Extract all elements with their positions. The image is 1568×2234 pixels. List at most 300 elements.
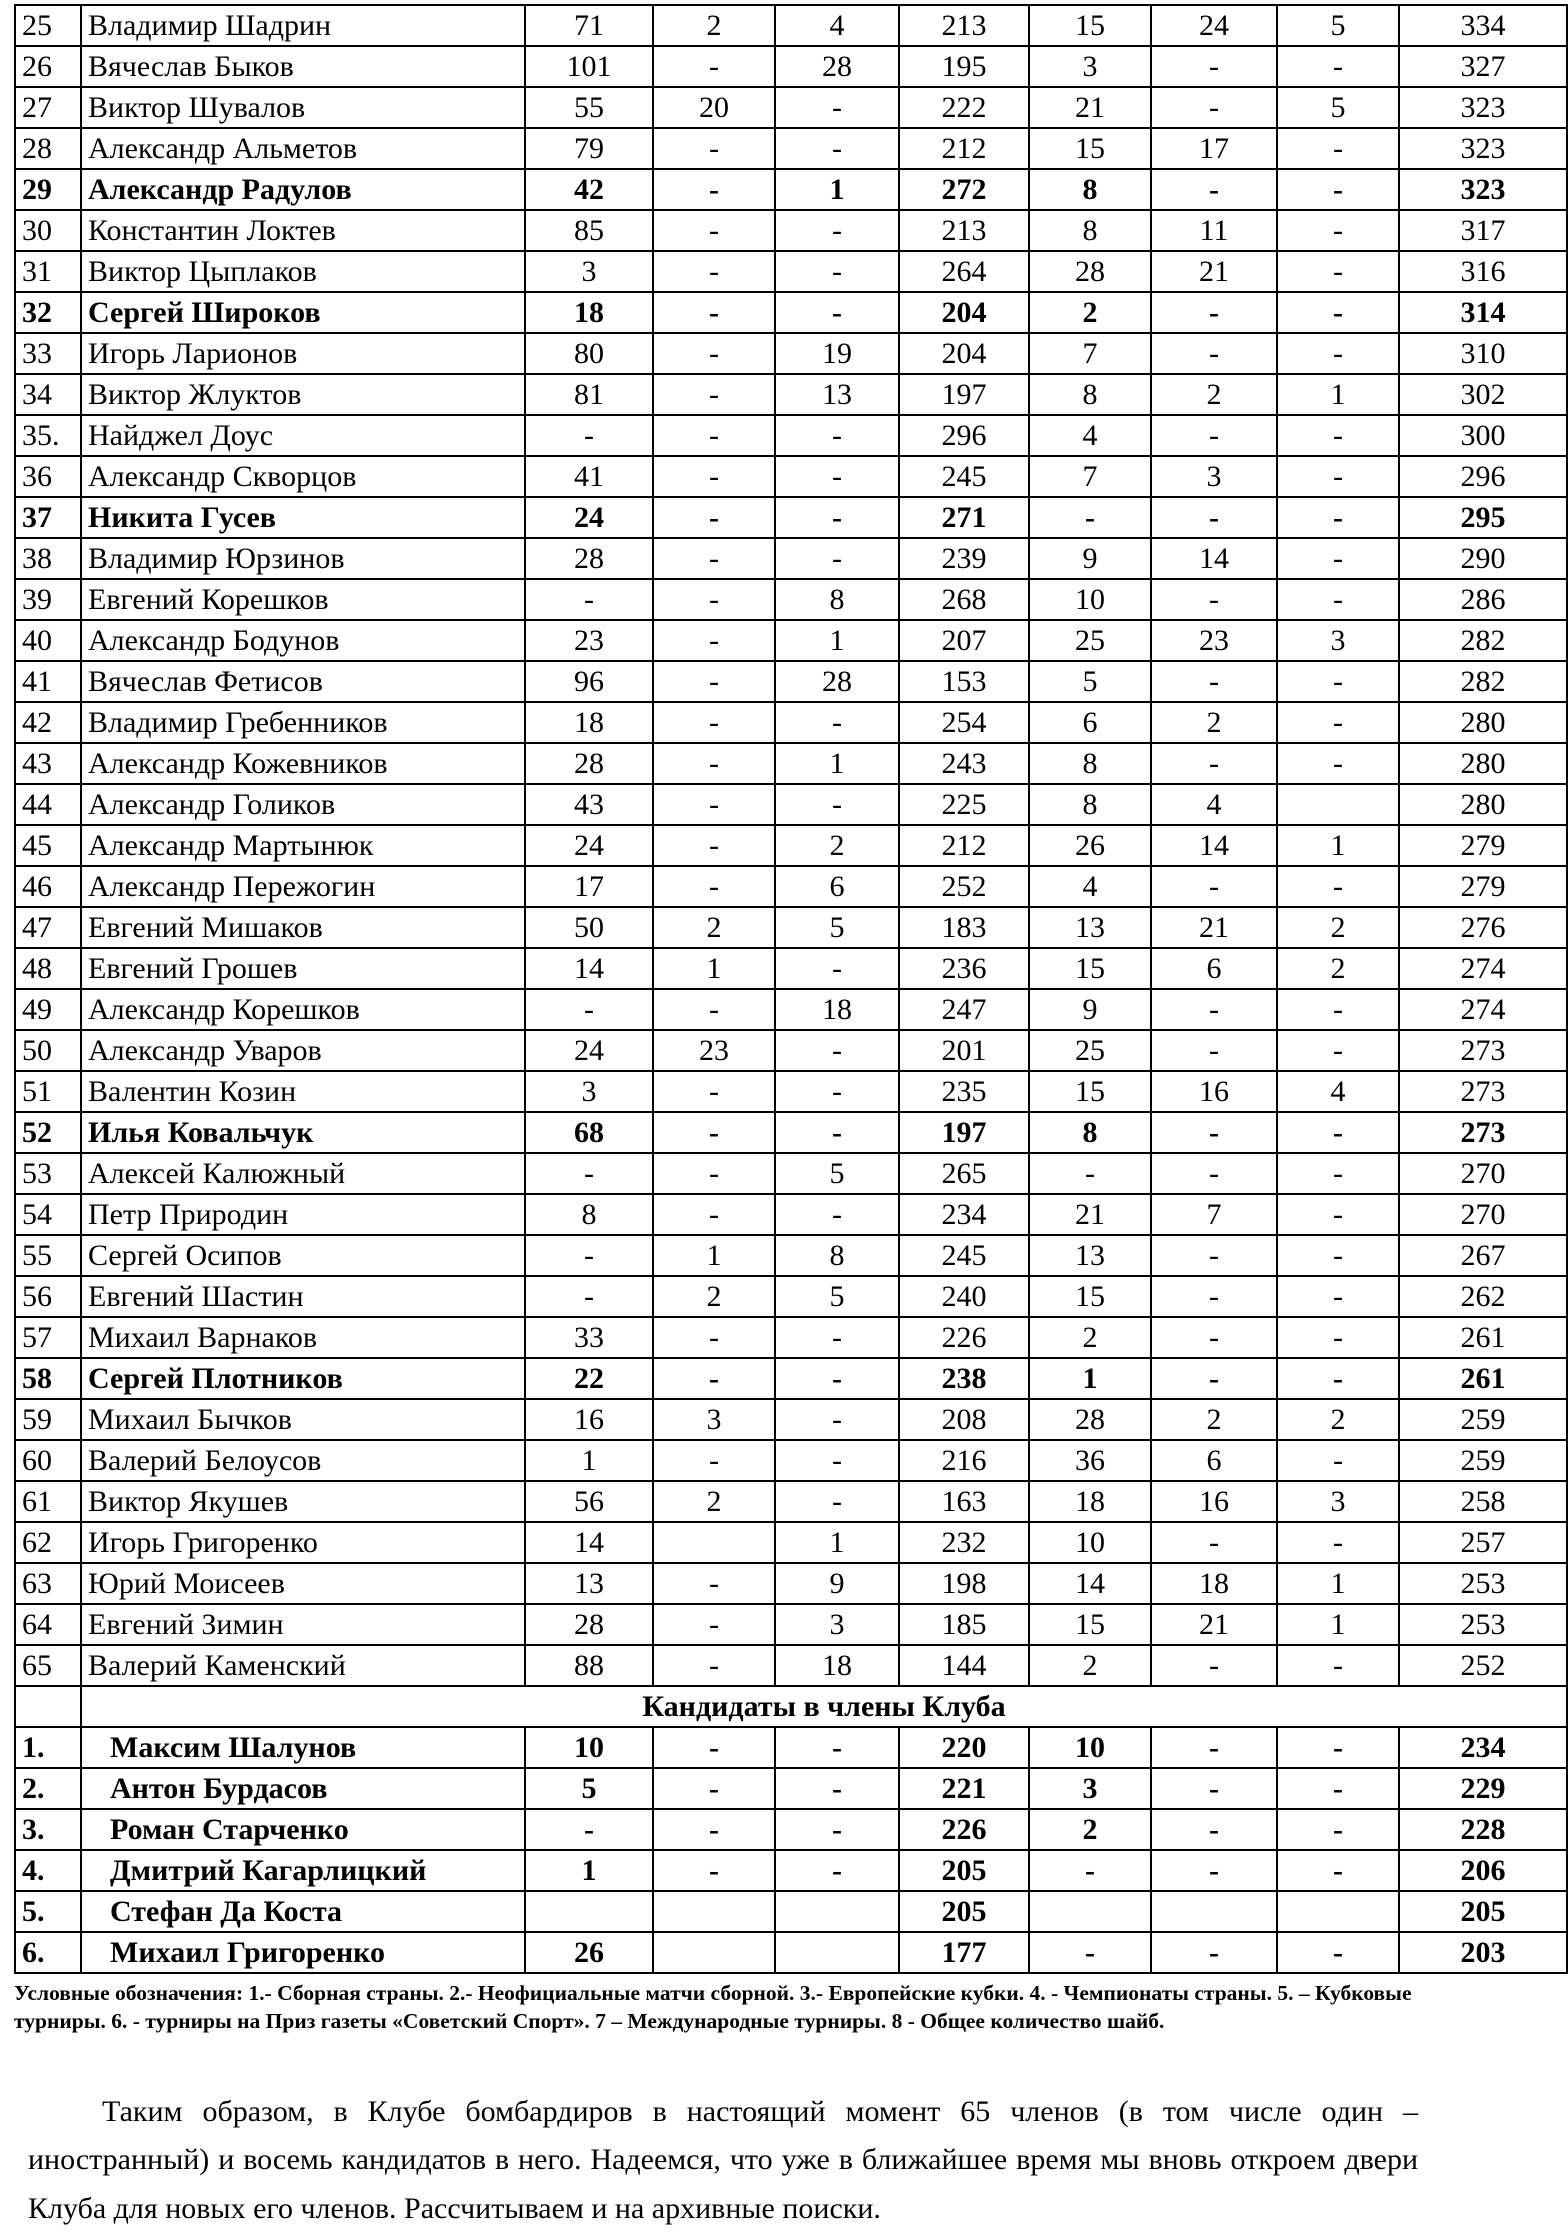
stat-cell-6: - [1151,292,1277,333]
rank-cell: 3. [15,1809,81,1850]
rank-cell: 35. [15,415,81,456]
stat-cell-7: - [1277,1440,1399,1481]
stat-cell-2: - [653,1809,775,1850]
stat-cell-2: 3 [653,1399,775,1440]
stat-cell-4: 185 [899,1604,1029,1645]
table-row [15,1071,1567,1112]
stat-cell-1: 1 [525,1440,653,1481]
stat-cell-5: 8 [1029,169,1151,210]
stat-cell-3: 8 [775,579,899,620]
stat-cell-5: 15 [1029,1071,1151,1112]
stat-cell-6: - [1151,1850,1277,1891]
stat-cell-1: - [525,1235,653,1276]
stat-cell-2: - [653,1645,775,1686]
candidate-row [15,1809,1567,1850]
stat-cell-3: 1 [775,169,899,210]
stat-cell-4: 204 [899,292,1029,333]
stat-cell-5: 28 [1029,251,1151,292]
stat-cell-8: 290 [1399,538,1567,579]
stat-cell-2: - [653,1194,775,1235]
stat-cell-6: - [1151,415,1277,456]
player-name-cell: Владимир Шадрин [81,5,525,46]
table-row [15,1276,1567,1317]
table-row [15,538,1567,579]
stat-cell-5: 2 [1029,292,1151,333]
stat-cell-2: - [653,620,775,661]
player-name-cell: Михаил Бычков [81,1399,525,1440]
stat-cell-5: 18 [1029,1481,1151,1522]
stat-cell-6: 14 [1151,825,1277,866]
stat-cell-3: - [775,784,899,825]
stat-cell-2: - [653,661,775,702]
stat-cell-8: 270 [1399,1194,1567,1235]
table-row [15,579,1567,620]
stat-cell-8: 228 [1399,1809,1567,1850]
stat-cell-2: - [653,497,775,538]
stat-cell-3: - [775,1440,899,1481]
rank-cell: 44 [15,784,81,825]
rank-cell: 53 [15,1153,81,1194]
stat-cell-6: - [1151,1809,1277,1850]
stat-cell-7: - [1277,1932,1399,1973]
stat-cell-7: - [1277,866,1399,907]
player-name-cell: Александр Бодунов [81,620,525,661]
rank-cell: 1. [15,1727,81,1768]
player-name-cell: Петр Природин [81,1194,525,1235]
stat-cell-7: 4 [1277,1071,1399,1112]
stat-cell-1: 28 [525,743,653,784]
stat-cell-5: 10 [1029,1727,1151,1768]
stat-cell-5: 4 [1029,866,1151,907]
stat-cell-5: 4 [1029,415,1151,456]
stat-cell-6: - [1151,1645,1277,1686]
stat-cell-4: 238 [899,1358,1029,1399]
stat-cell-6: - [1151,1932,1277,1973]
stat-cell-8: 323 [1399,128,1567,169]
stat-cell-4: 268 [899,579,1029,620]
stat-cell-2: 2 [653,1481,775,1522]
stat-cell-7: - [1277,989,1399,1030]
stat-cell-5: 21 [1029,1194,1151,1235]
stat-cell-4: 201 [899,1030,1029,1071]
stat-cell-7: - [1277,702,1399,743]
stat-cell-2: - [653,46,775,87]
stat-cell-7: 5 [1277,87,1399,128]
stat-cell-2 [653,1891,775,1932]
rank-cell: 57 [15,1317,81,1358]
stat-cell-8: 316 [1399,251,1567,292]
stat-cell-5: 21 [1029,87,1151,128]
rank-cell: 45 [15,825,81,866]
stat-cell-6: 21 [1151,1604,1277,1645]
stat-cell-5: 2 [1029,1317,1151,1358]
stat-cell-2: - [653,1563,775,1604]
stat-cell-5: 25 [1029,620,1151,661]
stat-cell-4: 243 [899,743,1029,784]
player-name-cell: Александр Скворцов [81,456,525,497]
player-name-cell: Александр Уваров [81,1030,525,1071]
stat-cell-4: 222 [899,87,1029,128]
stat-cell-1: 101 [525,46,653,87]
player-name-cell: Константин Локтев [81,210,525,251]
stat-cell-4: 225 [899,784,1029,825]
stat-cell-4: 144 [899,1645,1029,1686]
stat-cell-6: - [1151,866,1277,907]
stat-cell-2: - [653,374,775,415]
rank-cell: 38 [15,538,81,579]
stat-cell-4: 205 [899,1850,1029,1891]
table-row [15,497,1567,538]
stat-cell-6: - [1151,497,1277,538]
stat-cell-1: 28 [525,538,653,579]
stat-cell-8: 203 [1399,1932,1567,1973]
rank-cell: 29 [15,169,81,210]
stat-cell-8: 334 [1399,5,1567,46]
stat-cell-8: 259 [1399,1399,1567,1440]
stat-cell-8: 310 [1399,333,1567,374]
player-name-cell: Владимир Юрзинов [81,538,525,579]
stat-cell-1: 81 [525,374,653,415]
stat-cell-5: 8 [1029,210,1151,251]
stat-cell-3: - [775,87,899,128]
rank-cell: 49 [15,989,81,1030]
stat-cell-3: - [775,1071,899,1112]
table-row [15,333,1567,374]
stat-cell-5: 8 [1029,1112,1151,1153]
table-row [15,1604,1567,1645]
rank-cell: 30 [15,210,81,251]
player-name-cell: Антон Бурдасов [81,1768,525,1809]
stat-cell-5: 15 [1029,5,1151,46]
table-row [15,661,1567,702]
stat-cell-8: 323 [1399,87,1567,128]
stat-cell-7: 1 [1277,1604,1399,1645]
table-row [15,1522,1567,1563]
rank-cell: 60 [15,1440,81,1481]
player-name-cell: Сергей Плотников [81,1358,525,1399]
rank-cell: 25 [15,5,81,46]
rank-cell: 40 [15,620,81,661]
player-name-cell: Роман Старченко [81,1809,525,1850]
rank-cell: 5. [15,1891,81,1932]
stat-cell-2: 23 [653,1030,775,1071]
stat-cell-7: - [1277,1194,1399,1235]
stat-cell-3: 2 [775,825,899,866]
stat-cell-6: 2 [1151,374,1277,415]
stat-cell-5: - [1029,1153,1151,1194]
stat-cell-4: 271 [899,497,1029,538]
candidate-row [15,1891,1567,1932]
stat-cell-8: 205 [1399,1891,1567,1932]
rank-cell: 50 [15,1030,81,1071]
stat-cell-8: 273 [1399,1030,1567,1071]
rank-cell: 65 [15,1645,81,1686]
stat-cell-8: 258 [1399,1481,1567,1522]
stat-cell-5: 8 [1029,743,1151,784]
table-row [15,825,1567,866]
stat-cell-6: 16 [1151,1481,1277,1522]
rank-cell: 39 [15,579,81,620]
player-name-cell: Евгений Шастин [81,1276,525,1317]
table-row [15,1153,1567,1194]
stat-cell-8: 302 [1399,374,1567,415]
stat-cell-7: - [1277,128,1399,169]
stat-cell-3: - [775,1399,899,1440]
player-name-cell: Виктор Шувалов [81,87,525,128]
stat-cell-2: 1 [653,1235,775,1276]
stat-cell-2: 2 [653,5,775,46]
table-row [15,46,1567,87]
player-name-cell: Дмитрий Кагарлицкий [81,1850,525,1891]
stat-cell-6: 18 [1151,1563,1277,1604]
stat-cell-4: 296 [899,415,1029,456]
stat-cell-1: - [525,989,653,1030]
player-name-cell: Александр Мартынюк [81,825,525,866]
stat-cell-7: - [1277,538,1399,579]
table-row [15,1358,1567,1399]
stat-cell-1: 10 [525,1727,653,1768]
stat-cell-8: 282 [1399,661,1567,702]
stat-cell-3: - [775,538,899,579]
stat-cell-1: - [525,1809,653,1850]
stat-cell-5: 13 [1029,907,1151,948]
stat-cell-3: 3 [775,1604,899,1645]
player-name-cell: Виктор Цыплаков [81,251,525,292]
stat-cell-3: - [775,292,899,333]
stat-cell-6: 24 [1151,5,1277,46]
rank-cell: 64 [15,1604,81,1645]
stat-cell-4: 220 [899,1727,1029,1768]
stat-cell-4: 205 [899,1891,1029,1932]
stat-cell-6: 23 [1151,620,1277,661]
stat-cell-1: 1 [525,1850,653,1891]
stat-cell-7 [1277,1891,1399,1932]
table-row [15,251,1567,292]
player-name-cell: Сергей Осипов [81,1235,525,1276]
stat-cell-4: 235 [899,1071,1029,1112]
stat-cell-8: 267 [1399,1235,1567,1276]
table-row [15,1481,1567,1522]
stat-cell-7: - [1277,1317,1399,1358]
stat-cell-4: 212 [899,128,1029,169]
stat-cell-2: 1 [653,948,775,989]
stat-cell-6: 2 [1151,1399,1277,1440]
stat-cell-3: 6 [775,866,899,907]
stat-cell-7: - [1277,1030,1399,1071]
stat-cell-8: 234 [1399,1727,1567,1768]
stat-cell-5: 15 [1029,948,1151,989]
stat-cell-6: 6 [1151,948,1277,989]
table-row [15,169,1567,210]
rank-cell: 4. [15,1850,81,1891]
stat-cell-4: 195 [899,46,1029,87]
stat-cell-6: - [1151,46,1277,87]
table-row [15,210,1567,251]
stat-cell-3: 1 [775,743,899,784]
stat-cell-1: 55 [525,87,653,128]
stat-cell-5: 15 [1029,1604,1151,1645]
rank-cell: 47 [15,907,81,948]
rank-cell: 48 [15,948,81,989]
stat-cell-7: - [1277,333,1399,374]
stat-cell-4: 247 [899,989,1029,1030]
stat-cell-8: 327 [1399,46,1567,87]
stat-cell-6: - [1151,579,1277,620]
stat-cell-2: - [653,1727,775,1768]
stat-cell-2: 2 [653,907,775,948]
section-blank-cell [15,1686,81,1727]
stat-cell-1: 42 [525,169,653,210]
stat-cell-8: 261 [1399,1358,1567,1399]
player-name-cell: Михаил Григоренко [81,1932,525,1973]
stat-cell-7: - [1277,1112,1399,1153]
stat-cell-1: - [525,415,653,456]
stat-cell-4: 197 [899,374,1029,415]
stat-cell-1: 50 [525,907,653,948]
stat-cell-4: 216 [899,1440,1029,1481]
stat-cell-1: 14 [525,948,653,989]
stat-cell-4: 245 [899,456,1029,497]
stat-cell-5: 10 [1029,1522,1151,1563]
stat-cell-1: 24 [525,1030,653,1071]
stat-cell-6: - [1151,1768,1277,1809]
stat-cell-2: - [653,128,775,169]
player-name-cell: Игорь Ларионов [81,333,525,374]
stat-cell-2: 20 [653,87,775,128]
stat-cell-8: 279 [1399,825,1567,866]
rank-cell: 46 [15,866,81,907]
stat-cell-5: 26 [1029,825,1151,866]
stat-cell-2: - [653,579,775,620]
stat-cell-8: 314 [1399,292,1567,333]
stat-cell-7: - [1277,1235,1399,1276]
stat-cell-7: 3 [1277,1481,1399,1522]
stat-cell-5: 13 [1029,1235,1151,1276]
player-name-cell: Никита Гусев [81,497,525,538]
table-row [15,87,1567,128]
stat-cell-5: - [1029,1932,1151,1973]
stat-cell-3: 5 [775,907,899,948]
stat-cell-2: - [653,743,775,784]
rank-cell: 62 [15,1522,81,1563]
stat-cell-4: 204 [899,333,1029,374]
stat-cell-6: - [1151,743,1277,784]
stat-cell-4: 240 [899,1276,1029,1317]
player-name-cell: Александр Радулов [81,169,525,210]
stat-cell-5 [1029,1891,1151,1932]
stat-cell-1: 13 [525,1563,653,1604]
stat-cell-7: 2 [1277,1399,1399,1440]
table-body [15,5,1567,1973]
player-name-cell: Александр Пережогин [81,866,525,907]
rank-cell: 27 [15,87,81,128]
stat-cell-4: 213 [899,5,1029,46]
stat-cell-3 [775,1891,899,1932]
rank-cell: 54 [15,1194,81,1235]
stat-cell-1: 18 [525,292,653,333]
stat-cell-8: 274 [1399,989,1567,1030]
stat-cell-5: 7 [1029,456,1151,497]
stat-cell-7: - [1277,456,1399,497]
stat-cell-2: - [653,251,775,292]
rank-cell: 37 [15,497,81,538]
stat-cell-6: 14 [1151,538,1277,579]
stat-cell-5: 25 [1029,1030,1151,1071]
rank-cell: 41 [15,661,81,702]
stat-cell-7: - [1277,1153,1399,1194]
stat-cell-1: 23 [525,620,653,661]
table-row [15,1317,1567,1358]
stat-cell-1: 88 [525,1645,653,1686]
table-row [15,1030,1567,1071]
stat-cell-4: 265 [899,1153,1029,1194]
stat-cell-7: - [1277,1645,1399,1686]
stat-cell-3: 19 [775,333,899,374]
stat-cell-4: 226 [899,1809,1029,1850]
player-name-cell: Виктор Жлуктов [81,374,525,415]
stat-cell-8: 323 [1399,169,1567,210]
stat-cell-1: 33 [525,1317,653,1358]
stat-cell-4: 254 [899,702,1029,743]
stat-cell-6 [1151,1891,1277,1932]
stat-cell-3: 1 [775,1522,899,1563]
stat-cell-6: - [1151,1522,1277,1563]
table-row [15,1399,1567,1440]
rank-cell: 43 [15,743,81,784]
player-name-cell: Игорь Григоренко [81,1522,525,1563]
player-name-cell: Михаил Варнаков [81,1317,525,1358]
candidate-row [15,1727,1567,1768]
stat-cell-3: - [775,1481,899,1522]
rank-cell: 51 [15,1071,81,1112]
stat-cell-2: - [653,825,775,866]
table-row [15,128,1567,169]
stat-cell-5: 3 [1029,46,1151,87]
stat-cell-7: - [1277,1727,1399,1768]
stat-cell-4: 272 [899,169,1029,210]
stat-cell-7: 1 [1277,1563,1399,1604]
player-name-cell: Александр Голиков [81,784,525,825]
rank-cell: 56 [15,1276,81,1317]
stat-cell-3: - [775,1768,899,1809]
stat-cell-7: - [1277,210,1399,251]
stat-cell-4: 207 [899,620,1029,661]
stat-cell-1: 56 [525,1481,653,1522]
closing-paragraph: Таким образом, в Клубе бомбардиров в настоящий момент 65 членов (в том числе один – иностранный) и восемь кандидатов в него. Надеемся, что уже в ближайшее время мы вновь откроем двери Клуба для новых его членов. Рассчитываем и на архивные поиски. [28,2094,1418,2226]
stat-cell-5: - [1029,497,1151,538]
stat-cell-6: - [1151,1112,1277,1153]
stat-cell-4: 212 [899,825,1029,866]
player-name-cell: Алексей Калюжный [81,1153,525,1194]
stat-cell-6: 3 [1151,456,1277,497]
stat-cell-7: - [1277,743,1399,784]
stat-cell-4: 221 [899,1768,1029,1809]
stat-cell-5: 14 [1029,1563,1151,1604]
table-row [15,415,1567,456]
table-row [15,743,1567,784]
stat-cell-3: - [775,702,899,743]
stat-cell-1: - [525,1153,653,1194]
table-row [15,5,1567,46]
stat-cell-5: - [1029,1850,1151,1891]
stat-cell-6: - [1151,1153,1277,1194]
stat-cell-8: 280 [1399,784,1567,825]
player-name-cell: Валерий Каменский [81,1645,525,1686]
stat-cell-3: - [775,1317,899,1358]
stat-cell-3: 8 [775,1235,899,1276]
stat-cell-2: - [653,1112,775,1153]
table-row [15,620,1567,661]
